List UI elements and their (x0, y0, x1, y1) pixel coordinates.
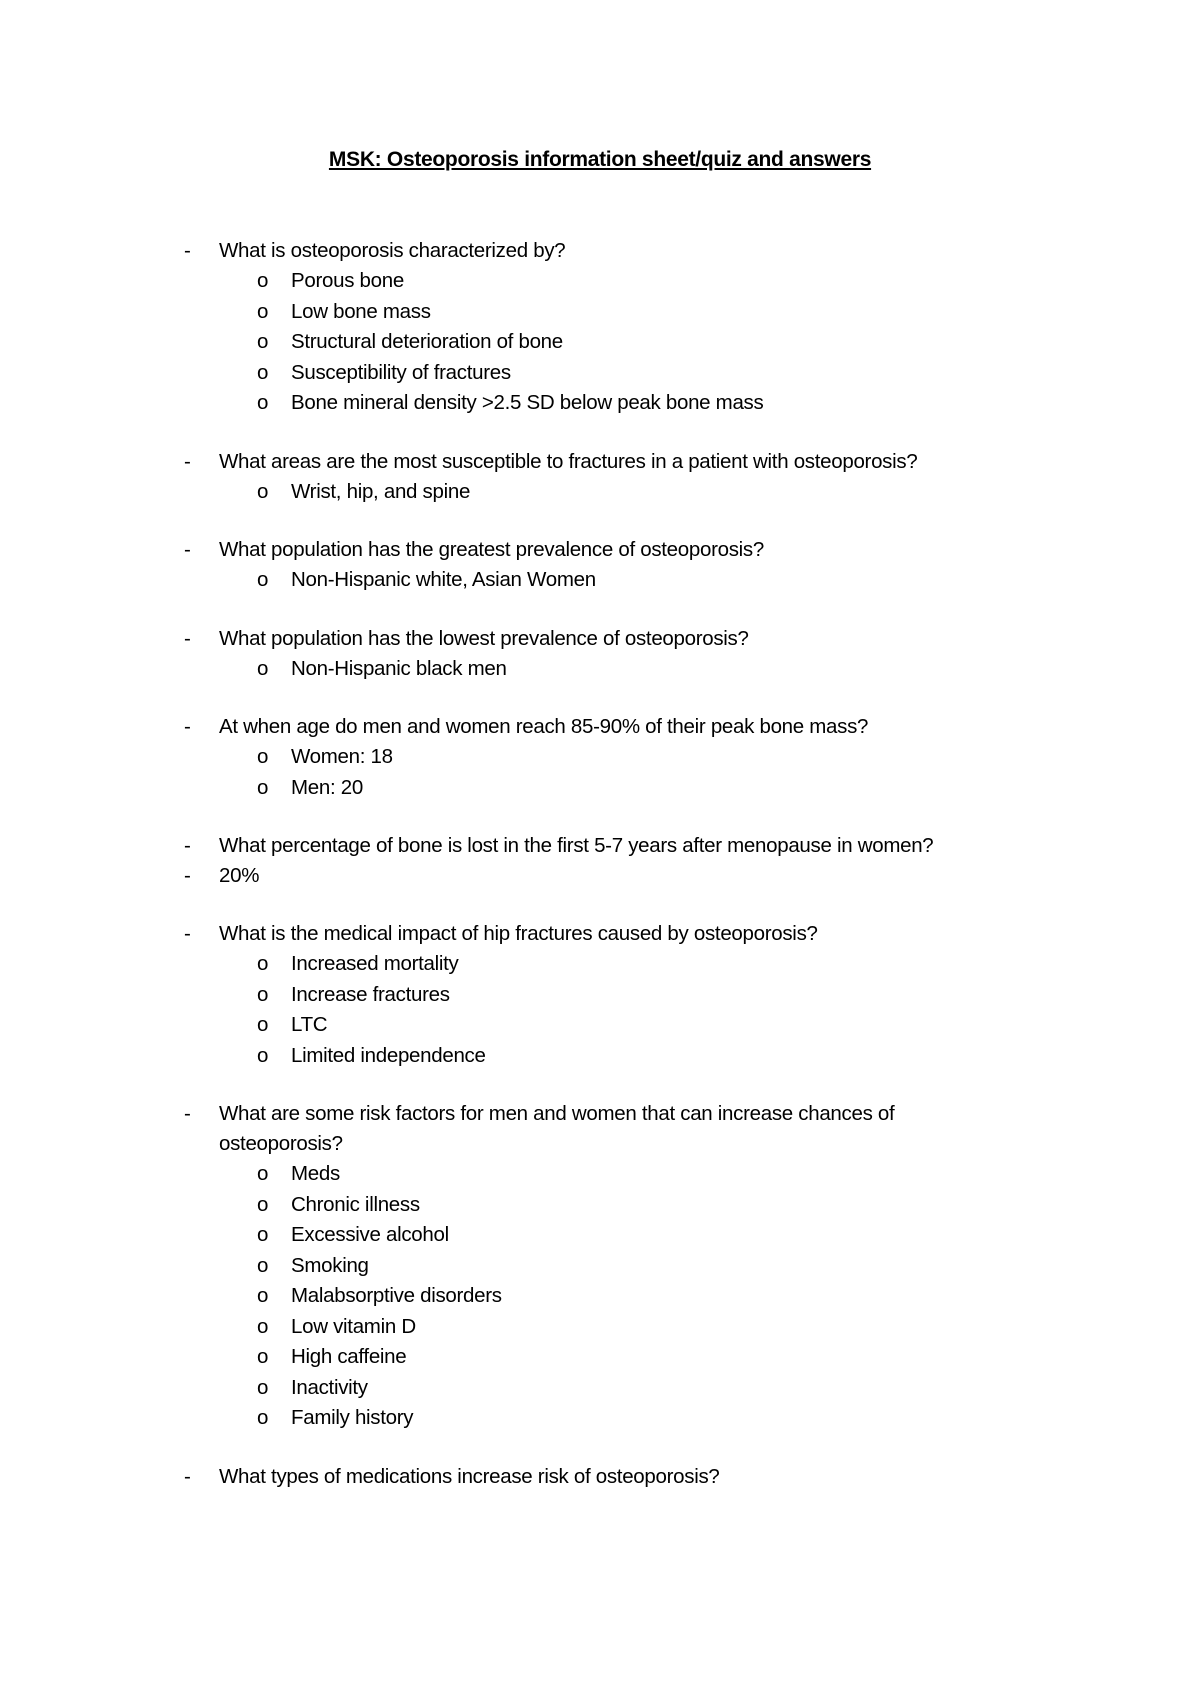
dash-marker: - (184, 715, 191, 738)
dash-answer-line (0, 861, 1019, 891)
answer-item (0, 949, 1200, 980)
question-block (0, 1099, 1200, 1434)
question-line (0, 919, 1019, 949)
dash-marker: - (184, 626, 191, 650)
answer-text: Malabsorptive disorders (291, 1284, 502, 1307)
answer-text: Smoking (291, 1253, 369, 1277)
question-block (0, 831, 1200, 891)
dash-marker: - (184, 922, 191, 945)
bullet-marker: o (257, 269, 269, 292)
bullet-marker: o (257, 656, 269, 680)
answer-item (0, 773, 1200, 804)
answer-text: LTC (291, 1013, 328, 1036)
dash-marker: - (184, 1464, 191, 1488)
question-block (0, 236, 1200, 419)
question-line (0, 447, 1019, 477)
answer-item (0, 742, 1200, 773)
answer-text: Chronic illness (291, 1192, 420, 1216)
answer-item (0, 1010, 1200, 1041)
bullet-marker: o (257, 1406, 269, 1429)
answer-item (0, 1312, 1200, 1343)
bullet-marker: o (257, 391, 269, 414)
answer-text: Wrist, hip, and spine (291, 479, 471, 503)
bullet-marker: o (257, 1192, 269, 1216)
answer-item (0, 388, 1200, 419)
answer-item (0, 1342, 1200, 1373)
question-text: What are some risk factors for men and women that can increase chances of osteoporosis? (219, 1102, 895, 1155)
answer-item (0, 1159, 1200, 1190)
bullet-marker: o (257, 1253, 269, 1277)
answer-item (0, 358, 1200, 389)
answer-item (0, 266, 1200, 297)
question-line (0, 236, 1019, 266)
answer-item (0, 327, 1200, 358)
question-block (0, 624, 1200, 685)
answer-text: Women: 18 (291, 745, 393, 768)
question-text: What areas are the most susceptible to fractures in a patient with osteoporosis? (219, 449, 918, 473)
question-block (0, 712, 1200, 803)
answer-text: Bone mineral density >2.5 SD below peak bone mass (291, 391, 764, 414)
question-block (0, 919, 1200, 1071)
question-block (0, 535, 1200, 596)
answer-list (0, 742, 1200, 803)
question-text: What population has the greatest prevalence of osteoporosis? (219, 538, 764, 561)
answer-text: Low vitamin D (291, 1314, 416, 1338)
bullet-marker: o (257, 1314, 269, 1338)
question-block (0, 447, 1200, 508)
answer-item (0, 565, 1200, 596)
answer-text: Non-Hispanic black men (291, 656, 507, 680)
dash-marker: - (184, 834, 191, 857)
dash-marker: - (184, 864, 191, 887)
document-title: MSK: Osteoporosis information sheet/quiz and answers (328, 148, 872, 171)
answer-item (0, 1281, 1200, 1312)
answer-text: High caffeine (291, 1345, 407, 1368)
bullet-marker: o (257, 745, 269, 768)
answer-text: Low bone mass (291, 299, 431, 323)
answer-list (0, 266, 1200, 419)
question-line (0, 535, 1019, 565)
bullet-marker: o (257, 1223, 269, 1246)
answer-list (0, 1159, 1200, 1434)
question-text: What is the medical impact of hip fractures caused by osteoporosis? (219, 922, 818, 945)
answer-item (0, 1373, 1200, 1404)
answer-item (0, 654, 1200, 685)
answer-item (0, 1220, 1200, 1251)
bullet-marker: o (257, 1284, 269, 1307)
bullet-marker: o (257, 1043, 269, 1067)
answer-list (0, 477, 1200, 508)
answer-text: Excessive alcohol (291, 1223, 449, 1246)
dash-answer-text: 20% (219, 864, 260, 887)
answer-item (0, 1041, 1200, 1072)
answer-list (0, 949, 1200, 1071)
bullet-marker: o (257, 952, 269, 975)
answer-item (0, 1190, 1200, 1221)
bullet-marker: o (257, 299, 269, 323)
bullet-marker: o (257, 1375, 269, 1399)
bullet-marker: o (257, 775, 269, 799)
question-line (0, 712, 1019, 742)
question-line (0, 1099, 1019, 1159)
question-text: At when age do men and women reach 85-90% of their peak bone mass? (219, 715, 869, 738)
dash-marker: - (184, 1102, 191, 1125)
answer-text: Meds (291, 1162, 340, 1185)
question-text: What percentage of bone is lost in the first 5-7 years after menopause in women? (219, 834, 934, 857)
bullet-marker: o (257, 479, 269, 503)
dash-marker: - (184, 239, 191, 262)
answer-item (0, 1403, 1200, 1434)
answer-item (0, 1251, 1200, 1282)
bullet-marker: o (257, 330, 269, 353)
dash-marker: - (184, 538, 191, 561)
answer-text: Porous bone (291, 269, 404, 292)
question-block (0, 1462, 1200, 1492)
answer-text: Increased mortality (291, 952, 459, 975)
answer-list (0, 565, 1200, 596)
answer-text: Limited independence (291, 1043, 486, 1067)
answer-text: Non-Hispanic white, Asian Women (291, 568, 596, 591)
answer-text: Family history (291, 1406, 414, 1429)
answer-text: Men: 20 (291, 775, 363, 799)
answer-text: Increase fractures (291, 982, 450, 1006)
question-line (0, 624, 1019, 654)
answer-text: Structural deterioration of bone (291, 330, 563, 353)
answer-list (0, 654, 1200, 685)
answer-item (0, 477, 1200, 508)
dash-marker: - (184, 449, 191, 473)
bullet-marker: o (257, 1162, 269, 1185)
bullet-marker: o (257, 360, 269, 384)
question-text: What types of medications increase risk of osteoporosis? (219, 1464, 720, 1488)
question-line (0, 831, 1019, 861)
question-text: What is osteoporosis characterized by? (219, 239, 566, 262)
question-line (0, 1462, 1019, 1492)
bullet-marker: o (257, 1345, 269, 1368)
question-text: What population has the lowest prevalence of osteoporosis? (219, 626, 749, 650)
answer-text: Inactivity (291, 1375, 368, 1399)
answer-item (0, 980, 1200, 1011)
answer-item (0, 297, 1200, 328)
answer-text: Susceptibility of fractures (291, 360, 511, 384)
bullet-marker: o (257, 568, 269, 591)
bullet-marker: o (257, 1013, 269, 1036)
question-list (0, 236, 1200, 1520)
bullet-marker: o (257, 982, 269, 1006)
